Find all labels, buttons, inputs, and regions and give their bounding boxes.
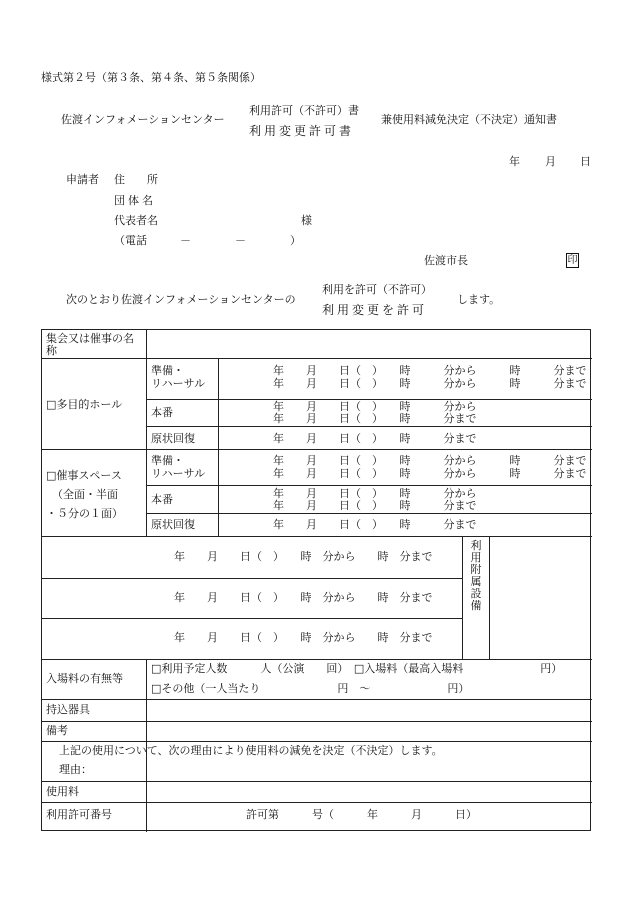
representative-label: 代表者名 [114, 214, 158, 227]
event-name-label: 集会又は催事の名称 [46, 332, 134, 357]
reason-label: 理由： [59, 763, 92, 776]
permit-no-label: 利用許可番号 [46, 808, 112, 821]
hall-main-label: 本番 [151, 406, 173, 419]
remarks-label: 備考 [46, 724, 68, 737]
space-restore-datetime: 年 月 日（ ） 時 分まで [273, 518, 477, 531]
reduction-text: 上記の使用について、次の理由により使用料の減免を決定（不決定）します。 [59, 744, 443, 757]
hall-main-datetime-1: 年 月 日（ ） 時 分から [273, 400, 477, 413]
applicant-label: 申請者 [66, 173, 99, 186]
hall-main-datetime-2: 年 月 日（ ） 時 分まで [273, 412, 477, 425]
permit-title-line2: 利用変更許可書 [249, 124, 355, 138]
address-label: 住 所 [114, 173, 158, 186]
space-main-label: 本番 [151, 493, 173, 506]
permit-no-value: 許可第 号（ 年 月 日） [246, 808, 477, 821]
honorific: 様 [301, 214, 312, 227]
hall-restore-label: 原状回復 [151, 432, 195, 445]
hall-restore-datetime: 年 月 日（ ） 時 分まで [273, 432, 477, 445]
hall-prep-datetime-2: 年 月 日（ ） 時 分から 時 分まで [273, 377, 587, 390]
space-prep-label2: リハーサル [151, 467, 206, 480]
hall-prep-label2: リハーサル [151, 377, 206, 390]
hall-checkbox[interactable]: □多目的ホール [46, 398, 123, 411]
space-main-datetime-2: 年 月 日（ ） 時 分まで [273, 499, 477, 512]
space-prep-datetime-1: 年 月 日（ ） 時 分から 時 分まで [273, 454, 587, 467]
permit-title-suffix: 兼使用料減免決定（不決定）通知書 [381, 113, 557, 126]
date-year: 年 [509, 155, 520, 168]
space-checkbox[interactable]: □催事スペース [46, 469, 122, 482]
space-note-2: ・５分の１面） [46, 507, 123, 520]
center-name: 佐渡インフォメーションセンター [61, 113, 225, 126]
fee-line-2: □その他（一人当たり 円 ～ 円） [151, 682, 470, 695]
space-prep-datetime-2: 年 月 日（ ） 時 分から 時 分まで [273, 467, 587, 480]
fee-row-label: 使用料 [46, 785, 79, 798]
equip-label: 利用附属設備 [470, 539, 482, 612]
space-note-1: （全面・半面 [52, 488, 118, 501]
space-restore-label: 原状回復 [151, 518, 195, 531]
space-prep-label: 準備・ [151, 454, 184, 467]
space-main-datetime-1: 年 月 日（ ） 時 分から [273, 487, 477, 500]
permit-title-line1: 利用許可（不許可）書 [249, 104, 359, 117]
equip-datetime-1: 年 月 日（ ） 時 分から 時 分まで [174, 550, 433, 563]
date-day: 日 [580, 155, 591, 168]
phone-line: （電話 － － ） [114, 234, 301, 247]
fee-line-1: □利用予定人数 人（公演 回） □入場料（最高入場料 円） [151, 662, 563, 675]
hall-prep-datetime-1: 年 月 日（ ） 時 分から 時 分まで [273, 364, 587, 377]
seal-mark: 印 [567, 255, 578, 266]
equip-datetime-3: 年 月 日（ ） 時 分から 時 分まで [174, 631, 433, 644]
notice-option1: 利用を許可（不許可） [322, 283, 432, 296]
usage-table [41, 329, 591, 831]
form-title: 様式第２号（第３条、第４条、第５条関係） [41, 71, 261, 84]
equip-datetime-2: 年 月 日（ ） 時 分から 時 分まで [174, 591, 433, 604]
equipment-brought-label: 持込器具 [46, 703, 90, 716]
mayor-title: 佐渡市長 [424, 254, 468, 267]
org-name-label: 団体名 [114, 194, 156, 207]
notice-suffix: します。 [457, 293, 501, 306]
date-month: 月 [545, 155, 556, 168]
notice-prefix: 次のとおり佐渡インフォメーションセンターの [66, 293, 296, 306]
notice-option2: 利用変更を許可 [322, 303, 428, 317]
hall-prep-label: 準備・ [151, 364, 184, 377]
fee-label: 入場料の有無等 [46, 672, 123, 685]
